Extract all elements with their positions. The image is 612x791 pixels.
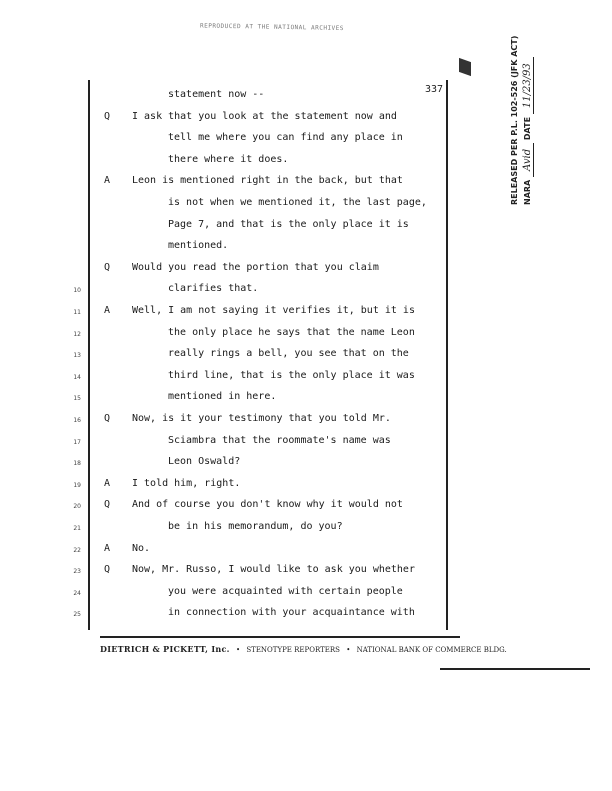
transcript-line — [73, 585, 446, 603]
transcript-line — [90, 153, 446, 171]
testimony-text: Page 7, and that is the only place it is — [168, 218, 409, 230]
transcript-line — [73, 390, 446, 408]
bank-address: NATIONAL BANK OF COMMERCE BLDG. — [356, 646, 507, 654]
speaker-label: A — [104, 175, 111, 187]
line-number: 22 — [73, 546, 81, 554]
transcript-line — [90, 174, 446, 192]
testimony-text: I ask that you look at the statement now and — [132, 110, 397, 122]
speaker-label: Q — [104, 413, 111, 424]
testimony-text: tell me where you can find any place in — [168, 132, 403, 144]
testimony-text: Now, Mr. Russo, I would like to ask you whether — [132, 564, 415, 576]
testimony-text: be in his memorandum, do you? — [168, 521, 343, 532]
transcript-line — [73, 304, 446, 322]
testimony-text: mentioned. — [168, 240, 229, 252]
speaker-label: Q — [104, 261, 111, 273]
transcript-line — [73, 563, 446, 581]
archive-stamp: REPRODUCED AT THE NATIONAL ARCHIVES — [199, 22, 344, 33]
speaker-label: Q — [104, 110, 111, 122]
line-number: 15 — [73, 395, 81, 403]
line-number: 14 — [73, 373, 81, 381]
line-number: 24 — [73, 589, 81, 597]
transcript-line — [73, 542, 446, 560]
line-number: 16 — [73, 417, 81, 424]
date-label: DATE — [523, 116, 532, 141]
transcript-line — [90, 131, 446, 149]
testimony-text: And of course you don't know why it would not — [132, 499, 403, 511]
transcript-line — [73, 498, 446, 516]
transcript-line — [90, 196, 446, 214]
transcript-line — [73, 369, 446, 387]
footer-separator: • — [346, 646, 351, 654]
testimony-text: Well, I am not saying it verifies it, but it is — [132, 305, 415, 316]
testimony-text: the only place he says that the name Leon — [168, 326, 415, 338]
transcript-line — [90, 110, 446, 128]
testimony-text: is not when we mentioned it, the last page, — [168, 197, 427, 208]
firm-name: DIETRICH & PICKETT, Inc. — [100, 644, 230, 654]
line-number: 17 — [73, 438, 81, 446]
testimony-text: I told him, right. — [132, 477, 241, 489]
transcript-line — [73, 347, 446, 365]
line-number: 25 — [73, 611, 81, 619]
line-number: 20 — [73, 503, 81, 511]
transcript-line — [73, 326, 446, 344]
testimony-text: third line, that is the only place it was — [168, 369, 415, 381]
testimony-text: statement now -- — [168, 89, 265, 100]
transcript-line — [90, 88, 446, 106]
line-number: 23 — [73, 568, 81, 576]
speaker-label: Q — [104, 564, 111, 576]
testimony-text: clarifies that. — [168, 283, 259, 295]
line-number: 18 — [73, 460, 81, 468]
line-number: 21 — [73, 525, 81, 532]
testimony-text: Sciambra that the roommate's name was — [168, 434, 391, 446]
testimony-text: Leon Oswald? — [168, 456, 241, 468]
transcript-line — [73, 606, 446, 624]
release-line: RELEASED PER P.L. 102-526 (JFK ACT) — [510, 35, 519, 205]
transcript-line — [73, 434, 446, 452]
testimony-text: Would you read the portion that you claim — [132, 261, 379, 273]
release-stamp — [508, 36, 534, 205]
transcript-footer — [100, 636, 507, 654]
transcript-line — [90, 218, 446, 236]
line-number: 12 — [73, 330, 81, 338]
page-number: 337 — [425, 84, 444, 95]
transcript-page — [73, 80, 448, 630]
speaker-label: A — [104, 542, 111, 554]
transcript-line — [73, 412, 446, 430]
footer-rule — [440, 668, 590, 670]
date-value: 11/23/93 — [522, 57, 534, 114]
transcript-line — [73, 282, 446, 300]
line-number: 11 — [73, 309, 81, 316]
transcript-line — [73, 455, 446, 473]
testimony-text: No. — [132, 542, 151, 554]
testimony-text: mentioned in here. — [168, 391, 277, 403]
testimony-text: Leon is mentioned right in the back, but that — [132, 175, 403, 187]
transcript-line — [73, 477, 446, 495]
nara-label: NARA — [523, 179, 532, 205]
line-number: 19 — [73, 481, 81, 489]
line-number: 10 — [73, 287, 81, 295]
line-number: 13 — [73, 352, 81, 360]
testimony-text: really rings a bell, you see that on the — [168, 348, 409, 360]
page-edge-mark — [459, 58, 471, 76]
transcript-line — [90, 261, 446, 279]
testimony-text: you were acquainted with certain people — [168, 585, 403, 597]
speaker-label: A — [104, 305, 111, 316]
nara-line — [521, 36, 534, 205]
nara-signature: Avid — [522, 143, 534, 177]
speaker-label: Q — [104, 499, 111, 511]
testimony-text: in connection with your acquaintance with — [168, 607, 415, 619]
stenotype-label: STENOTYPE REPORTERS — [246, 646, 340, 654]
testimony-text: there where it does. — [168, 153, 289, 165]
speaker-label: A — [104, 477, 111, 489]
testimony-text: Now, is it your testimony that you told Mr. — [132, 413, 391, 424]
transcript-line — [90, 239, 446, 257]
footer-separator: • — [235, 646, 241, 654]
transcript-line — [73, 520, 446, 538]
